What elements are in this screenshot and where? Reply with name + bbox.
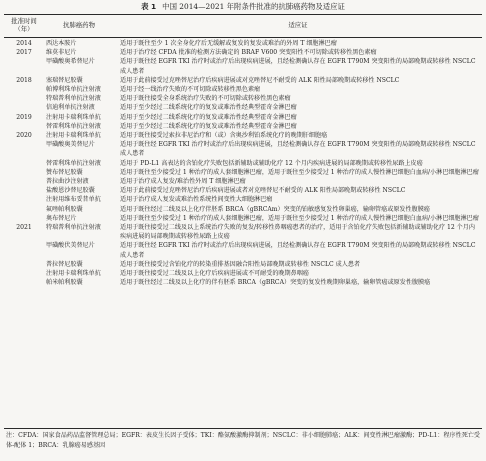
table-row xyxy=(0,39,486,48)
row-year xyxy=(4,269,44,278)
header-drug: 抗肺癌药物 xyxy=(63,21,95,29)
row-drug: 注射用卡瑞利珠单抗 xyxy=(46,113,101,121)
header-year: 批准时间（年） xyxy=(11,17,37,33)
table-row xyxy=(0,94,486,103)
row-drug: 西达本胺片 xyxy=(46,40,77,47)
row-year xyxy=(4,195,44,204)
row-indication: 适用于既往经 EGFR TKI 治疗时或治疗后出现疾病进展，且经检测确认存在 EGFR T790M 突变阳性的局部晚期或转移性 NSCLC 成人患者 xyxy=(120,242,476,259)
row-year: 2020 xyxy=(16,132,32,140)
table-row xyxy=(0,57,486,75)
row-year xyxy=(4,57,44,75)
table-row xyxy=(0,278,486,287)
table-number: 表 1 xyxy=(141,2,157,11)
header-indication: 适应证 xyxy=(288,21,308,29)
table-row xyxy=(0,195,486,204)
row-indication: 适用于既往经过二线及以上化疗的伴有胚系 BRCA（gBRCA）突变的复发性晚期卵巢癌，输卵管癌或原发性腹膜癌 xyxy=(120,279,431,287)
table-row xyxy=(0,205,486,214)
table-row xyxy=(0,260,486,269)
table-header xyxy=(0,15,486,37)
row-indication: 适用于经一线治疗失败的不可切除或转移性黑色素瘤 xyxy=(120,86,261,94)
row-drug: 替雷利珠单抗注射液 xyxy=(46,122,101,130)
row-year xyxy=(4,85,44,94)
row-drug: 注射用维布妥昔单抗 xyxy=(46,196,101,204)
table-row xyxy=(0,48,486,57)
table-caption: 中国 2014—2021 年附条件批准的抗肺癌药物及适应证 xyxy=(162,2,345,11)
row-year xyxy=(4,214,44,223)
row-drug: 普拉替尼胶囊 xyxy=(46,260,83,268)
row-indication: 适用于既往接受过二线及以上化疗后疾病进展或不可耐受的晚期鼻咽癌 xyxy=(120,270,309,278)
row-year xyxy=(4,159,44,168)
row-year xyxy=(4,205,44,214)
row-year xyxy=(4,122,44,131)
row-drug: 奥布替尼片 xyxy=(46,214,77,222)
row-drug: 特瑞普利单抗注射液 xyxy=(46,95,101,103)
row-drug: 信迪利单抗注射液 xyxy=(46,104,95,112)
row-indication: 适用于既往接受过含铂化疗的转染重排基因融合阳性局部晚期或转移性 NSCLC 成人患者 xyxy=(120,260,361,268)
row-indication: 适用于此前接受过克唑替尼治疗后疾病进展或者对克唑替尼不耐受的 ALK 阳性局部晚期或转移性 NSCLC xyxy=(120,187,406,195)
table-row xyxy=(0,85,486,94)
row-drug: 帕米帕利胶囊 xyxy=(46,279,83,287)
table-row xyxy=(0,131,486,140)
row-indication: 适用于至少经过二线系统化疗的复发或难治性经典型霍奇金淋巴瘤 xyxy=(120,113,297,121)
table-footnote: 注：CFDA：国家食品药品监督管理总局；EGFR：表皮生长因子受体；TKI：酪氨酸激酶抑制剂；NSCLC：非小细胞肺癌；ALK：间变性淋巴瘤激酶；PD-L1：程序性死亡受体-配体 1；BRCA：乳腺癌易感基因 xyxy=(6,432,481,449)
row-year xyxy=(4,260,44,269)
row-drug: 甲磺酸奥希替尼片 xyxy=(46,58,95,66)
row-indication: 适用于此前接受过克唑替尼治疗后疾病进展或对克唑替尼不耐受的 ALK 阳性局部晚期或转移性 NSCLC xyxy=(120,76,400,84)
row-indication: 适用于治疗成人复发/难治性外周 T 细胞淋巴瘤 xyxy=(120,178,246,186)
row-year: 2019 xyxy=(16,113,32,121)
row-year: 2021 xyxy=(16,224,32,232)
row-drug: 塞瑞替尼胶囊 xyxy=(46,76,83,84)
row-drug: 注射用卡瑞利珠单抗 xyxy=(46,132,101,140)
row-drug: 替雷利珠单抗注射液 xyxy=(46,159,101,167)
row-indication: 适用于既往至少 1 次全身化疗后无缓解或复发的复发或难治的外周 T 细胞淋巴瘤 xyxy=(120,40,337,47)
row-year xyxy=(4,177,44,186)
table-row xyxy=(0,159,486,168)
row-year xyxy=(4,186,44,195)
row-year: 2018 xyxy=(16,76,32,84)
table-row xyxy=(0,241,486,259)
table-row xyxy=(0,214,486,223)
bottom-rule xyxy=(4,428,482,429)
row-drug: 特瑞普利单抗注射液 xyxy=(46,224,101,232)
row-year xyxy=(4,140,44,158)
row-year: 2014 xyxy=(16,40,32,47)
table-row xyxy=(0,76,486,85)
table-row xyxy=(0,122,486,131)
row-indication: 适用于既往经 EGFR TKI 治疗时或治疗后出现疾病进展，且经检测确认存在 EGFR T790M 突变阳性的局部晚期或转移性 NSCLC 成人患者 xyxy=(120,141,476,158)
row-indication: 适用于至少经过二线系统化疗的复发或难治性经典型霍奇金淋巴瘤 xyxy=(120,104,297,112)
row-drug: 氟唑帕利胶囊 xyxy=(46,205,83,213)
table-row xyxy=(0,186,486,195)
row-year xyxy=(4,103,44,112)
row-drug: 盐酸恩沙替尼胶囊 xyxy=(46,187,95,195)
table-row xyxy=(0,177,486,186)
table-row xyxy=(0,113,486,122)
row-year: 2017 xyxy=(16,49,32,57)
row-indication: 适用于既往至少接受过 1 种治疗的成人套细胞淋巴瘤，适用于既往至少接受过 1 种治疗的成人慢性淋巴细胞白血病/小淋巴细胞淋巴瘤 xyxy=(120,214,479,222)
table-row xyxy=(0,223,486,241)
row-drug: 普拉曲沙注射液 xyxy=(46,178,89,186)
row-indication: 适用于既往接受过二线及以上系统治疗失败的复发/转移性鼻咽癌患者的治疗，适用于含铂化疗失败包括新辅助或辅助化疗 12 个月内疾病进展的局部晚期或转移性尿路上皮癌 xyxy=(120,224,475,241)
table-row xyxy=(0,103,486,112)
table-row xyxy=(0,168,486,177)
row-drug: 赞布替尼胶囊 xyxy=(46,168,83,176)
row-year xyxy=(4,241,44,259)
row-year xyxy=(4,168,44,177)
table-body xyxy=(0,39,486,287)
row-drug: 甲磺酸伏美替尼片 xyxy=(46,242,95,250)
row-year xyxy=(4,94,44,103)
row-drug: 甲磺酸奥美替尼片 xyxy=(46,141,95,149)
row-drug: 帕博利珠单抗注射液 xyxy=(46,86,101,94)
row-year xyxy=(4,278,44,287)
row-indication: 适用于治疗成人复发或难治性系统性间变性大细胞淋巴瘤 xyxy=(120,196,273,204)
header-rule xyxy=(4,37,482,38)
row-drug: 维莫非尼片 xyxy=(46,49,77,57)
row-indication: 适用于既往至少接受过 1 种治疗的成人套细胞淋巴瘤，适用于既往至少接受过 1 种治疗的成人慢性淋巴细胞白血病/小淋巴细胞淋巴瘤 xyxy=(120,168,479,176)
row-indication: 适用于至少经过二线系统化疗的复发或难治性经典型霍奇金淋巴瘤 xyxy=(120,122,297,130)
row-indication: 适用于既往接受过索拉非尼治疗和（或）含奥沙利铂系统化疗的晚期肝细胞癌 xyxy=(120,132,328,140)
table-row xyxy=(0,140,486,158)
table-row xyxy=(0,269,486,278)
row-indication: 适用于既往经过二线及以上化疗伴胚系 BRCA（gBRCAm）突变的铂敏感复发性卵巢癌，输卵管癌或原发性腹膜癌 xyxy=(120,205,430,213)
row-drug: 注射用卡瑞利珠单抗 xyxy=(46,270,101,278)
row-indication: 适用于 PD-L1 高表达的含铂化疗失败包括新辅助或辅助化疗 12 个月内疾病进展的局部晚期或转移性尿路上皮癌 xyxy=(120,159,423,167)
row-indication: 适用于既往接受全身系统治疗失败的不可切除或转移性黑色素瘤 xyxy=(120,95,291,103)
watermark-logo xyxy=(414,1,478,15)
row-indication: 适用于既往经 EGFR TKI 治疗时或治疗后出现疾病进展，且经检测确认存在 EGFR T790M 突变阳性的局部晚期或转移性 NSCLC 成人患者 xyxy=(120,58,476,75)
row-indication: 适用于治疗经 CFDA 批准的检测方法确定的 BRAF V600 突变阳性不可切除或转移性黑色素瘤 xyxy=(120,49,377,57)
